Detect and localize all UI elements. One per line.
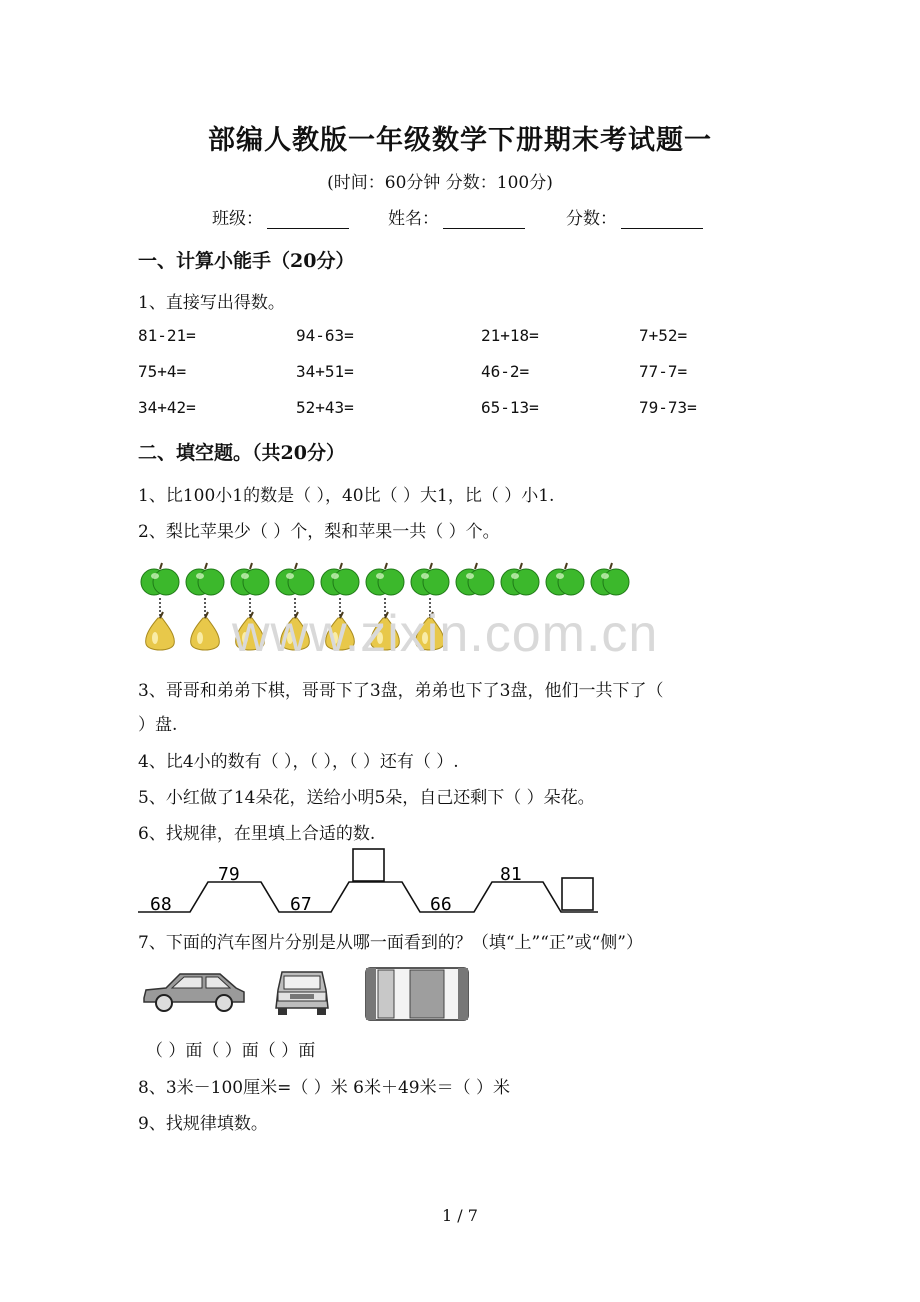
calc-item: 7+52= xyxy=(639,326,688,345)
calc-item: 52+43= xyxy=(296,398,354,417)
section2-heading: 二、填空题。（共20分） xyxy=(138,442,345,464)
score-blank[interactable] xyxy=(621,210,703,229)
pear-icon xyxy=(191,612,220,650)
name-field[interactable] xyxy=(388,204,525,229)
exam-time-score: (时间：60分钟 分数：100分) xyxy=(327,173,553,193)
s2-question-3b: ）盘. xyxy=(138,715,178,735)
apple-icon xyxy=(141,563,179,595)
class-label: 班级： xyxy=(212,209,263,229)
pattern-value: 66 xyxy=(430,894,452,915)
s1-question-1: 1、直接写出得数。 xyxy=(138,293,285,313)
calc-item: 75+4= xyxy=(138,362,187,381)
page-title: 部编人教版一年级数学下册期末考试题一 xyxy=(208,125,712,156)
pattern-answer-box[interactable] xyxy=(353,849,384,881)
score-label: 分数： xyxy=(566,209,617,229)
s2-question-7-answers[interactable]: （ ）面（ ）面（ ）面 xyxy=(146,1041,316,1061)
apple-icon xyxy=(231,563,269,595)
s2-question-9: 9、找规律填数。 xyxy=(138,1114,268,1134)
calc-item: 94-63= xyxy=(296,326,354,345)
apple-icon xyxy=(276,563,314,595)
name-label: 姓名： xyxy=(388,209,439,229)
apples-row xyxy=(141,563,629,595)
score-field[interactable] xyxy=(566,204,703,229)
name-blank[interactable] xyxy=(443,210,525,229)
apple-icon xyxy=(411,563,449,595)
calc-item: 65-13= xyxy=(481,398,539,417)
calc-item: 77-7= xyxy=(639,362,688,381)
pattern-diagram xyxy=(138,844,608,916)
s2-question-7: 7、下面的汽车图片分别是从哪一面看到的？（填“上”“正”或“侧”） xyxy=(138,933,643,953)
pattern-line xyxy=(138,882,598,912)
apple-icon xyxy=(186,563,224,595)
class-blank[interactable] xyxy=(267,210,349,229)
car-top-view-icon xyxy=(364,966,472,1022)
pattern-answer-box[interactable] xyxy=(562,878,593,910)
calc-item: 79-73= xyxy=(639,398,697,417)
apple-icon xyxy=(501,563,539,595)
watermark: www.zixin.com.cn xyxy=(232,605,659,663)
calc-item: 34+42= xyxy=(138,398,196,417)
page-number: 1 / 7 xyxy=(442,1206,478,1225)
car-side-view-icon xyxy=(140,968,248,1016)
calc-item: 46-2= xyxy=(481,362,530,381)
s2-question-6: 6、找规律，在里填上合适的数. xyxy=(138,824,376,844)
calc-item: 81-21= xyxy=(138,326,196,345)
apple-icon xyxy=(366,563,404,595)
s2-question-2: 2、梨比苹果少（ ）个，梨和苹果一共（ ）个。 xyxy=(138,522,500,542)
car-front-view-icon xyxy=(272,968,332,1018)
pattern-value: 79 xyxy=(218,864,240,885)
apple-icon xyxy=(591,563,629,595)
apple-icon xyxy=(546,563,584,595)
s2-question-4: 4、比4小的数有（ ），（ ），（ ）还有（ ）. xyxy=(138,752,459,772)
s2-question-8: 8、3米－100厘米=（ ）米 6米＋49米＝（ ）米 xyxy=(138,1078,510,1098)
apple-icon xyxy=(456,563,494,595)
s2-question-5: 5、小红做了14朵花，送给小明5朵，自己还剩下（ ）朵花。 xyxy=(138,788,595,808)
s2-question-3a: 3、哥哥和弟弟下棋，哥哥下了3盘，弟弟也下了3盘，他们一共下了（ xyxy=(138,681,664,701)
pattern-value: 67 xyxy=(290,894,312,915)
pear-icon xyxy=(146,612,175,650)
class-field[interactable] xyxy=(212,204,349,229)
pattern-value: 68 xyxy=(150,894,172,915)
apple-icon xyxy=(321,563,359,595)
calc-item: 34+51= xyxy=(296,362,354,381)
calc-item: 21+18= xyxy=(481,326,539,345)
s2-question-1: 1、比100小1的数是（ ），40比（ ）大1，比（ ）小1. xyxy=(138,486,555,506)
section1-heading: 一、计算小能手（20分） xyxy=(138,250,355,272)
pattern-value: 81 xyxy=(500,864,522,885)
